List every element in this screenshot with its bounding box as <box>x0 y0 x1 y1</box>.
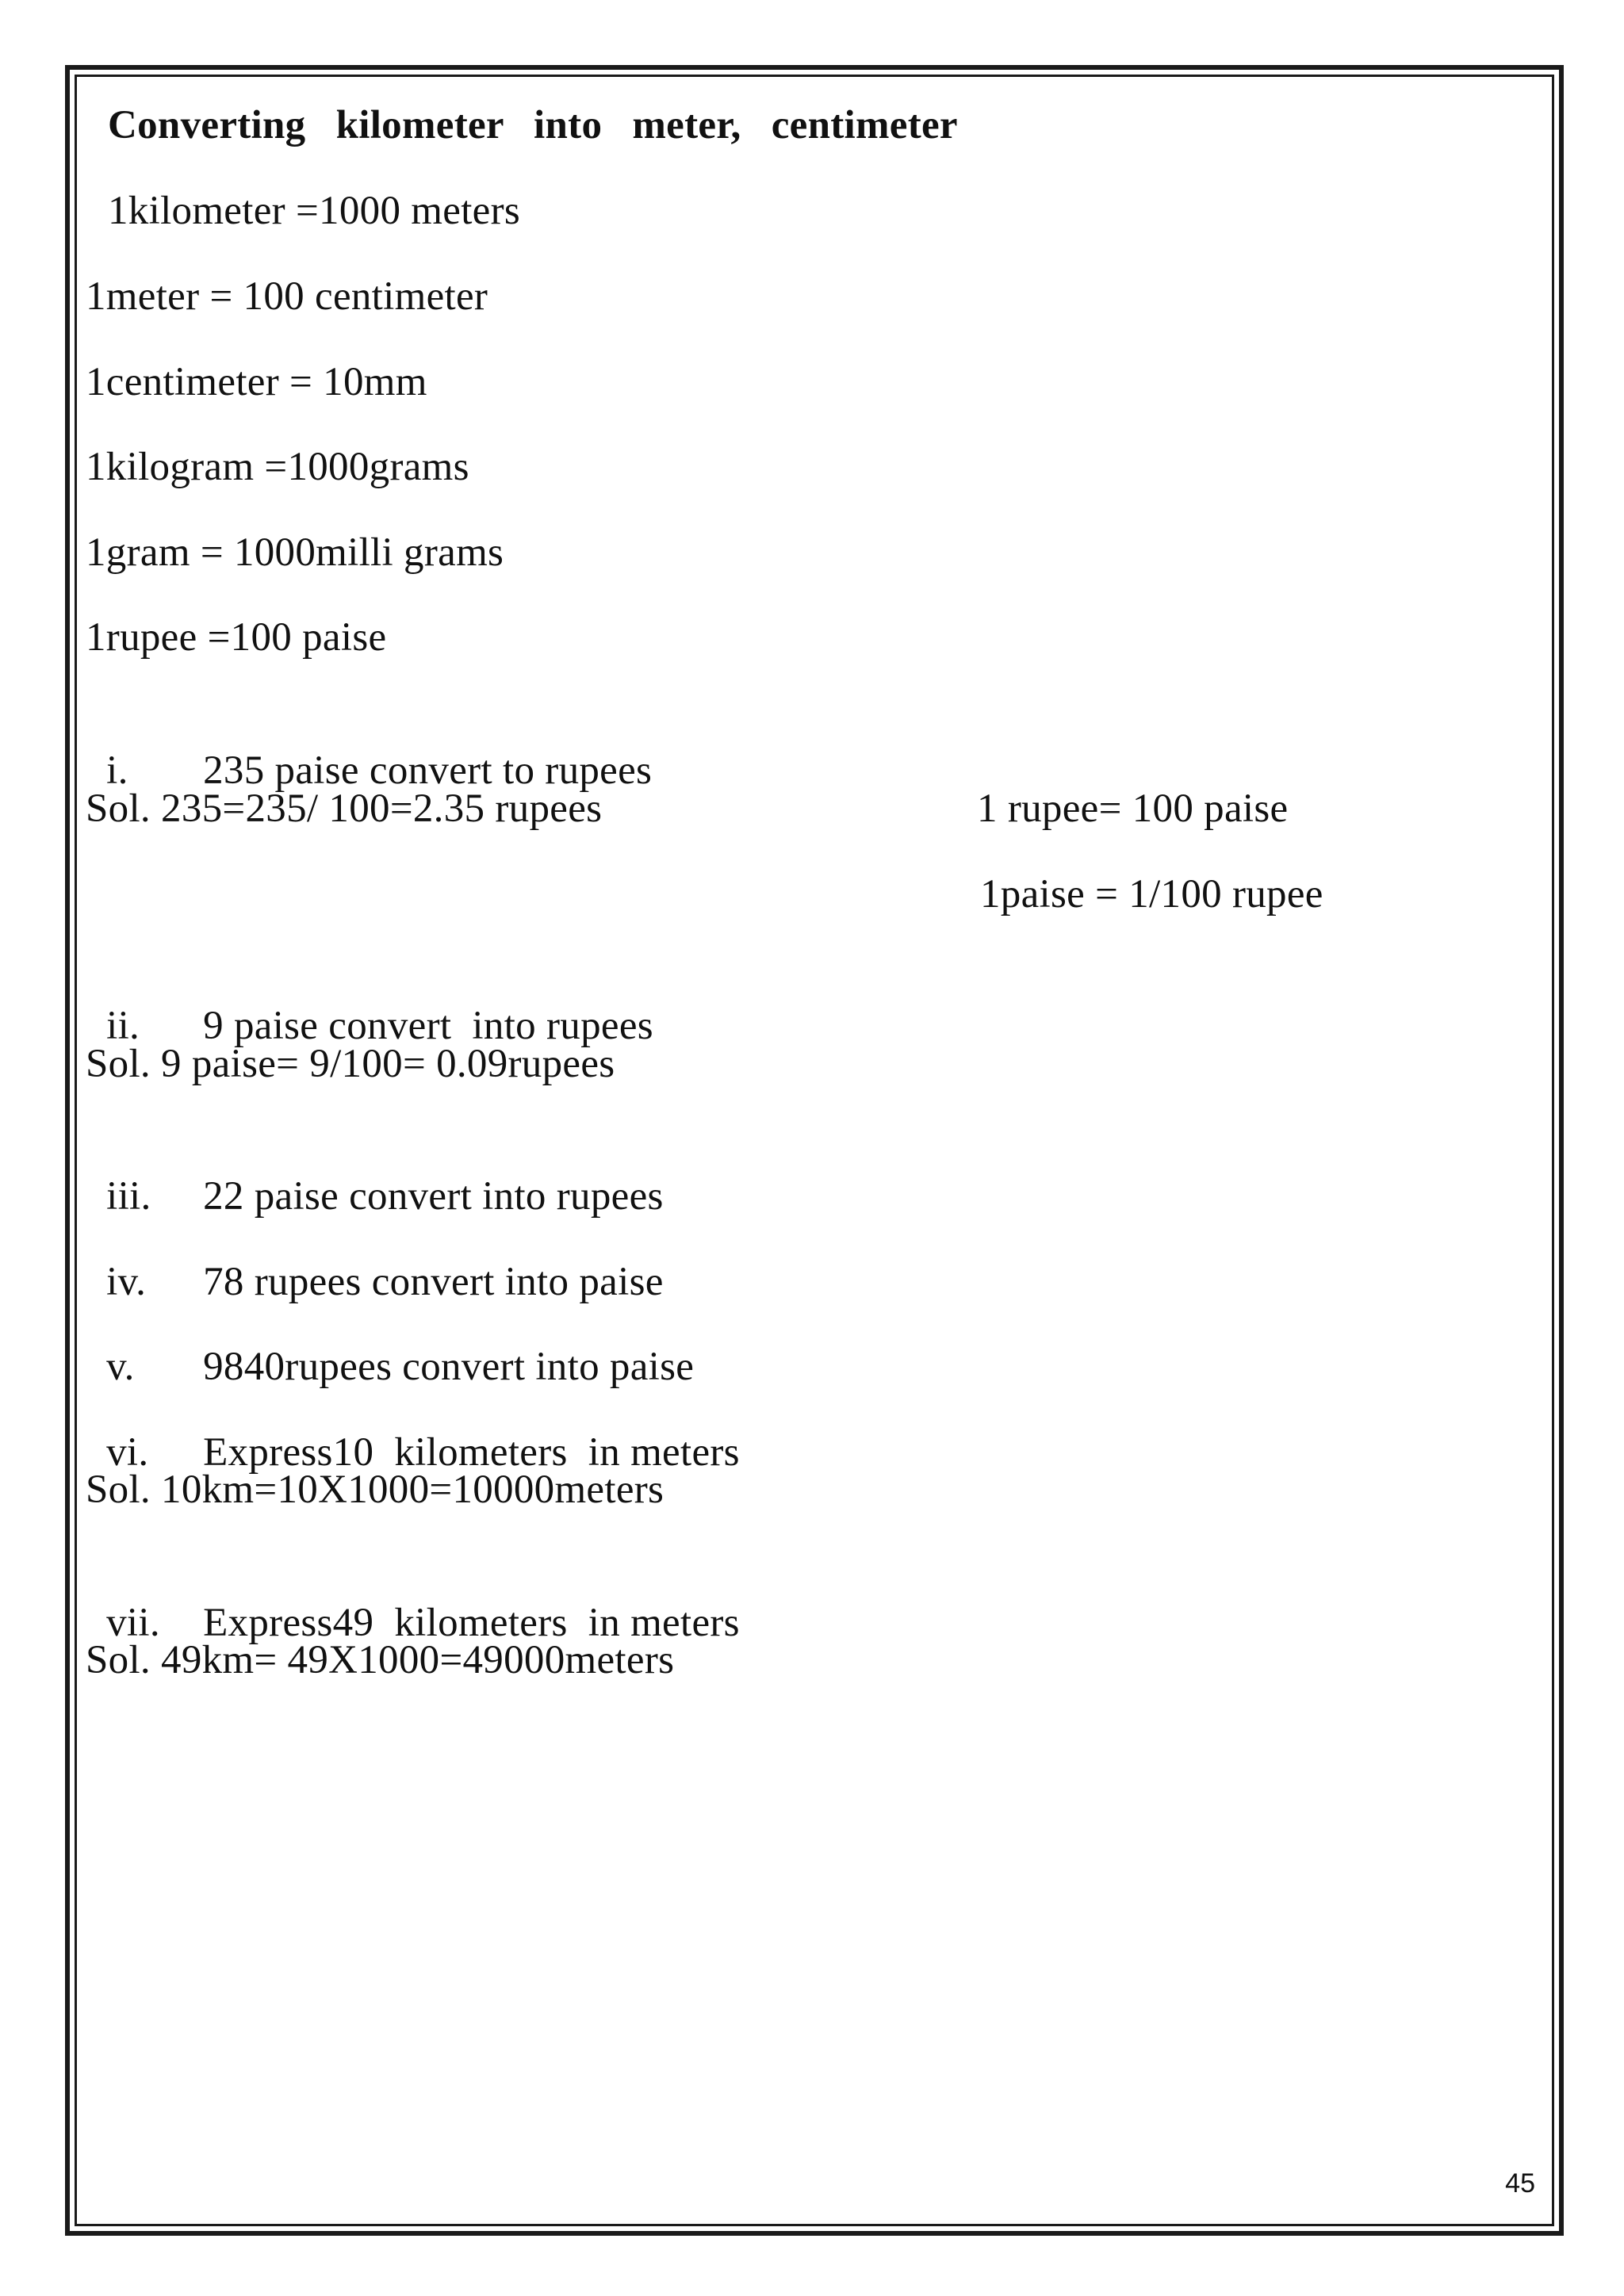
problem-text: 235 paise convert to rupees <box>203 748 653 793</box>
page-number: 45 <box>1505 2168 1535 2198</box>
conversion-line: 1rupee =100 paise <box>86 615 387 660</box>
problem-number: ii. <box>106 1004 140 1048</box>
problem-text: Express49 kilometers in meters <box>203 1601 740 1645</box>
problem-item <box>86 955 653 1050</box>
problem-text: 9 paise convert into rupees <box>203 1004 653 1048</box>
problem-number: i. <box>106 748 128 793</box>
side-note: 1 rupee= 100 paise <box>977 786 1289 831</box>
conversion-line: 1meter = 100 centimeter <box>86 274 488 319</box>
problem-number: iv. <box>106 1260 147 1304</box>
solution-line: Sol. 9 paise= 9/100= 0.09rupees <box>86 1042 615 1086</box>
problem-text: 9840rupees convert into paise <box>203 1345 695 1389</box>
problem-item <box>86 699 652 794</box>
solution-line: Sol. 49km= 49X1000=49000meters <box>86 1638 675 1682</box>
problem-item <box>86 1552 740 1647</box>
side-note: 1paise = 1/100 rupee <box>980 872 1323 916</box>
problem-number: vi. <box>106 1430 149 1475</box>
conversion-line: 1gram = 1000milli grams <box>86 530 504 575</box>
conversion-line: 1centimeter = 10mm <box>86 360 427 404</box>
solution-line: Sol. 235=235/ 100=2.35 rupees <box>86 786 603 831</box>
problem-item <box>86 1125 664 1220</box>
conversion-line: 1kilometer =1000 meters <box>108 189 521 233</box>
page-heading: Converting kilometer into meter, centimeter <box>108 103 958 147</box>
problem-number: v. <box>106 1345 135 1389</box>
solution-line: Sol. 10km=10X1000=10000meters <box>86 1468 665 1512</box>
problem-item <box>86 1295 694 1391</box>
problem-text: 78 rupees convert into paise <box>203 1260 664 1304</box>
problem-number: iii. <box>106 1174 151 1219</box>
conversion-line: 1kilogram =1000grams <box>86 445 469 489</box>
problem-item <box>86 1211 664 1306</box>
problem-number: vii. <box>106 1601 160 1645</box>
problem-item <box>86 1381 740 1476</box>
problem-text: Express10 kilometers in meters <box>203 1430 740 1475</box>
problem-text: 22 paise convert into rupees <box>203 1174 664 1219</box>
